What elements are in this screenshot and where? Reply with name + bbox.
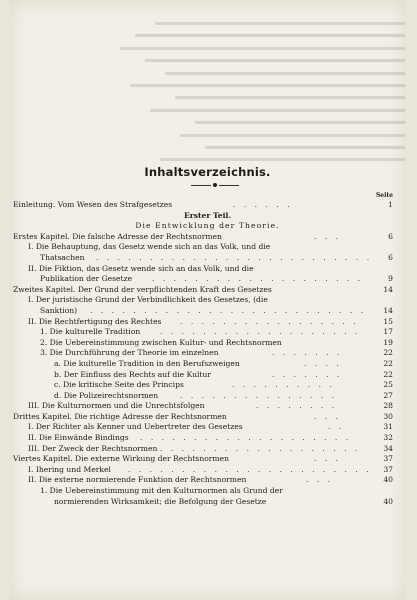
toc-entry-page: 22 — [383, 369, 393, 379]
dot-leader: . . — [328, 422, 345, 432]
toc-row — [10, 486, 405, 497]
dot-leader: . . . . . . . . — [256, 401, 338, 411]
page-title: Inhaltsverzeichnis. — [144, 165, 271, 179]
toc-entry-page: 27 — [383, 390, 393, 400]
toc-entry-text: II. Die Rechtfertigung des Rechtes — [28, 316, 162, 326]
dot-leader: . . . . . . . . . . . . . . . . . . . . — [152, 274, 364, 284]
toc-entry-text: Publikation der Gesetze — [40, 274, 133, 284]
toc-entry-text: normierenden Wirksamkeit; die Befolgung der Gesetze — [54, 496, 267, 506]
toc-row — [10, 317, 405, 328]
toc-row — [10, 232, 405, 243]
toc-row — [10, 338, 405, 349]
toc-entry-page: 9 — [388, 274, 393, 284]
part-title: Erster Teil. — [183, 210, 232, 220]
toc-entry-text: d. Die Polizeirechtsnormen — [54, 390, 159, 400]
toc-row — [10, 242, 405, 253]
toc-entry-text: I. Ihering und Merkel — [28, 464, 111, 474]
toc-entry-text: Drittes Kapitel. Die richtige Adresse der Rechtsnormen — [13, 411, 227, 421]
toc-entry-page: 19 — [383, 337, 393, 347]
toc-entry-text: a. Die kulturelle Tradition in den Berufszweigen — [54, 358, 240, 368]
dot-leader: . . . . . . . . . . . . . . . . . . . — [160, 327, 361, 337]
toc-entry-page: 37 — [383, 454, 393, 464]
toc-row-einleitung — [10, 200, 405, 211]
toc-row — [10, 412, 405, 423]
toc-row — [10, 391, 405, 402]
toc-entry-text: Thatsachen — [40, 252, 85, 262]
part-subtitle: Die Entwicklung der Theorie. — [135, 221, 280, 231]
toc-entry-text: 1. Die Uebereinstimmung mit den Kulturnormen als Grund der — [40, 486, 283, 496]
toc-entry-text: Zweites Kapitel. Der Grund der verpflichtenden Kraft des Gesetzes — [13, 284, 272, 294]
toc-entry-text: c. Die kritische Seite des Princips — [54, 380, 184, 390]
toc-entry-page: 22 — [383, 348, 393, 358]
toc-row — [10, 348, 405, 359]
toc-entry-page: 17 — [383, 327, 393, 337]
toc-entry-page: 40 — [383, 496, 393, 506]
toc-row — [10, 454, 405, 465]
dot-leader: . . . — [306, 475, 334, 485]
toc-row — [10, 380, 405, 391]
toc-entry-page: 40 — [383, 475, 393, 485]
dot-leader: . . . . . . . . . . — [232, 380, 335, 390]
toc-entry-text: Erstes Kapitel. Die falsche Adresse der Rechtsnormen — [13, 231, 222, 241]
part-title-row — [10, 211, 405, 222]
dot-leader: . . . . — [304, 358, 342, 368]
toc-entry-text: b. Der Einfluss des Rechts auf die Kultur — [54, 369, 211, 379]
seite-label: Seite — [375, 192, 393, 199]
part-subtitle-row — [10, 221, 405, 232]
dot-leader: . . . — [314, 231, 342, 241]
dot-leader: . . . . . . . . . . . . . . . . . — [180, 316, 359, 326]
toc-entry-text: III. Der Zweck der Rechtsnormen — [28, 443, 158, 453]
toc-row — [10, 253, 405, 264]
toc-entry-page: 34 — [383, 443, 393, 453]
show-through-text — [105, 22, 405, 171]
toc-row — [10, 274, 405, 285]
toc-entry-page: 14 — [383, 305, 393, 315]
toc-entry-text: II. Die externe normierende Funktion der Rechtsnormen — [28, 475, 247, 485]
toc-entry-text: III. Die Kulturnormen und die Unrechtsfolgen — [28, 401, 205, 411]
title-ornament — [191, 182, 241, 188]
toc-entry-page: 37 — [383, 464, 393, 474]
toc-entry-page: 1 — [388, 200, 393, 209]
toc-entry-text: I. Der juristische Grund der Verbindlichkeit des Gesetzes, (die — [28, 295, 268, 305]
toc-entry-text: II. Die Einwände Bindings — [28, 433, 129, 443]
table-of-contents — [10, 200, 405, 507]
toc-entry-page: 22 — [383, 358, 393, 368]
toc-entry-text: Viertes Kapitel. Die externe Wirkung der Rechtsnormen — [13, 454, 229, 464]
toc-row — [10, 285, 405, 296]
dot-leader: . . . . . . . — [272, 369, 343, 379]
toc-entry-page: 14 — [383, 284, 393, 294]
toc-row — [10, 264, 405, 275]
toc-row — [10, 401, 405, 412]
toc-entry-text: 2. Die Uebereinstimmung zwischen Kultur- und Rechtsnormen — [40, 337, 282, 347]
dot-leader: . . . . . . . . . . . . . . . — [180, 390, 338, 400]
toc-row — [10, 359, 405, 370]
toc-entry-page: 28 — [383, 401, 393, 411]
toc-row — [10, 444, 405, 455]
toc-entry-text: I. Der Richter als Kenner und Uebertreter des Gesetzes — [28, 422, 243, 432]
toc-row — [10, 465, 405, 476]
toc-entry-page: 30 — [383, 411, 393, 421]
toc-entry-text: Einleitung. Vom Wesen des Strafgesetzes — [13, 200, 173, 209]
toc-entry-page: 6 — [388, 252, 393, 262]
dot-leader: . . . — [314, 454, 342, 464]
toc-row — [10, 295, 405, 306]
toc-entry-text: Sanktion) — [40, 305, 78, 315]
dot-leader: . . . . . . . . . . . . . . . . . . . . . . . — [128, 464, 372, 474]
toc-entry-text: 3. Die Durchführung der Theorie im einzelnen — [40, 348, 219, 358]
toc-row — [10, 422, 405, 433]
toc-entry-page: 6 — [388, 231, 393, 241]
toc-entry-text: II. Die Fiktion, das Gesetz wende sich an das Volk, und die — [28, 263, 254, 273]
toc-entry-text: I. Die Behauptung, das Gesetz wende sich an das Volk, und die — [28, 242, 271, 252]
toc-entry-page: 31 — [383, 422, 393, 432]
toc-row — [10, 370, 405, 381]
dot-leader: . . . . . . . — [272, 348, 343, 358]
toc-row — [10, 475, 405, 486]
toc-entry-page: 15 — [383, 316, 393, 326]
toc-row — [10, 306, 405, 317]
dot-leader: . . . . . . — [233, 200, 293, 209]
dot-leader: . . . . . . . . . . . . . . . . . . . . — [140, 433, 352, 443]
dot-leader: . . . — [314, 411, 342, 421]
dot-leader: . . . . . . . . . . . . . . . . . . . . . . . . . . — [96, 252, 373, 262]
book-page — [10, 0, 405, 600]
dot-leader: . . . . . . . . . . . . . . . . . . . — [160, 443, 361, 453]
dot-leader: . . . . . . . . . . . . . . . . . . . . . . . . . . — [90, 305, 367, 315]
toc-entry-page: 25 — [383, 380, 393, 390]
toc-entry-text: 1. Die kulturelle Tradition — [40, 327, 141, 337]
toc-entry-page: 32 — [383, 433, 393, 443]
toc-row — [10, 327, 405, 338]
toc-row — [10, 497, 405, 508]
toc-row — [10, 433, 405, 444]
